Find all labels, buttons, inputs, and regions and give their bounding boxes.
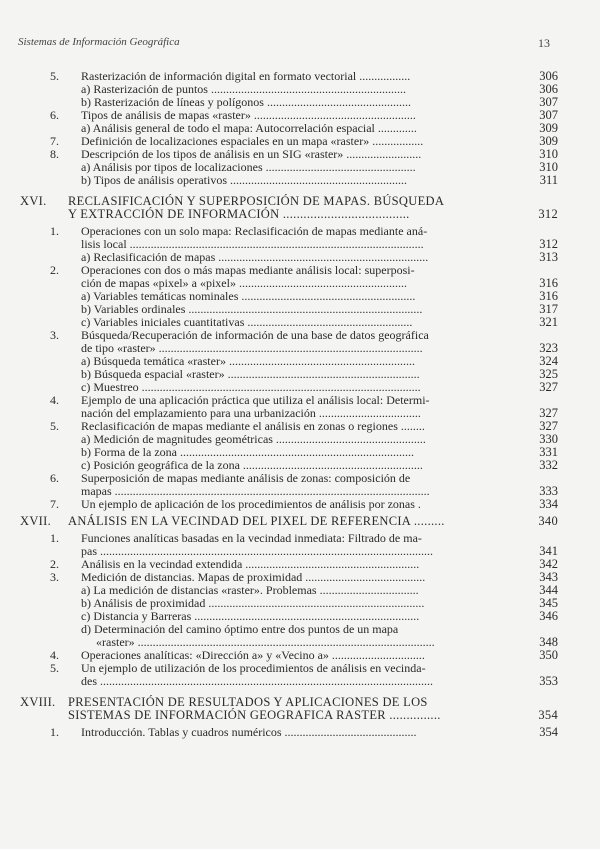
toc-entry-title: Rasterización de información digital en formato vectorial ................. [81, 69, 411, 83]
toc-entry-title: ción de mapas «pixel» a «pixel» ........................................................ [81, 276, 407, 290]
toc-subsection-line [0, 675, 600, 688]
toc-entry-title: Definición de localizaciones espaciales en un mapa «raster» ................. [81, 134, 424, 148]
toc-entry-title: Operaciones con dos o más mapas mediante análisis local: superposi- [81, 263, 415, 277]
toc-entry-page: 324 [539, 354, 558, 368]
toc-entry-title: de tipo «raster» ........................................................................................ [81, 341, 423, 355]
toc-entry-page: 345 [539, 596, 558, 610]
toc-entry-number: 2. [50, 557, 59, 571]
toc-entry-page: 316 [539, 276, 558, 290]
toc-entry-number: 7. [50, 134, 59, 148]
toc-entry-page: 333 [539, 484, 558, 498]
toc-section-line [0, 498, 600, 511]
toc-entry-title: a) Medición de magnitudes geométricas .................................................. [81, 432, 426, 446]
toc-entry-title: Y EXTRACCIÓN DE INFORMACIÓN ..................................... [68, 207, 410, 221]
running-header [18, 36, 550, 48]
toc-entry-page: 325 [539, 367, 558, 381]
toc-entry-title: «raster» ................................................................................................... [96, 635, 435, 649]
toc-entry-page: 327 [539, 406, 558, 420]
toc-entry-title: Ejemplo de una aplicación práctica que utiliza el análisis local: Determi- [81, 393, 430, 407]
toc-entry-title: Un ejemplo de utilización de los procedimientos de análisis en vecinda- [81, 661, 426, 675]
toc-subsection-line [0, 174, 600, 187]
toc-entry-number: 5. [50, 69, 59, 83]
toc-entry-title: b) Forma de la zona .............................................................................. [81, 445, 414, 459]
toc-entry-page: 354 [539, 725, 558, 739]
toc-entry-page: 327 [539, 419, 558, 433]
toc-entry-page: 312 [539, 237, 558, 251]
toc-entry-title: Funciones analíticas basadas en la vecindad inmediata: Filtrado de ma- [81, 531, 422, 545]
toc-entry-title: Operaciones analíticas: «Dirección a» y «Vecino a» ............................... [81, 648, 425, 662]
toc-entry-page: 348 [539, 635, 558, 649]
toc-entry-number: 1. [50, 531, 59, 545]
toc-entry-title: Superposición de mapas mediante análisis de zonas: composición de [81, 471, 411, 485]
toc-entry-title: SISTEMAS DE INFORMACIÓN GEOGRAFICA RASTER ............... [68, 708, 441, 722]
toc-entry-title: c) Distancia y Barreras ........................................................................... [81, 609, 420, 623]
toc-entry-number: XVIII. [20, 695, 56, 709]
table-of-contents [0, 70, 600, 739]
toc-entry-page: 307 [539, 108, 558, 122]
toc-entry-page: 317 [539, 302, 558, 316]
toc-entry-title: a) Análisis por tipos de localizaciones .................................................. [81, 160, 416, 174]
toc-entry-number: 1. [50, 224, 59, 238]
toc-entry-title: a) Búsqueda temática «raster» .............................................................. [81, 354, 415, 368]
toc-entry-title: c) Muestreo ............................................................................................. [81, 380, 421, 394]
toc-entry-page: 353 [539, 674, 558, 688]
toc-entry-title: ANÁLISIS EN LA VECINDAD DEL PIXEL DE REFERENCIA ......... [68, 514, 445, 528]
toc-entry-page: 313 [539, 250, 558, 264]
toc-entry-page: 340 [538, 514, 558, 528]
toc-entry-title: Medición de distancias. Mapas de proximidad ........................................ [81, 570, 426, 584]
toc-entry-title: Análisis en la vecindad extendida .......................................................... [81, 557, 420, 571]
toc-entry-title: des ............................................................................................................... [81, 674, 433, 688]
toc-entry-number: 8. [50, 147, 59, 161]
toc-entry-title: c) Posición geográfica de la zona ............................................................ [81, 458, 423, 472]
toc-entry-page: 310 [539, 147, 558, 161]
toc-entry-title: RECLASIFICACIÓN Y SUPERPOSICIÓN DE MAPAS. BÚSQUEDA [68, 194, 445, 208]
toc-entry-page: 316 [539, 289, 558, 303]
toc-entry-page: 332 [539, 458, 558, 472]
toc-entry-page: 309 [539, 121, 558, 135]
toc-entry-page: 323 [539, 341, 558, 355]
toc-entry-title: a) Reclasificación de mapas ...................................................................... [81, 250, 429, 264]
toc-entry-number: 6. [50, 108, 59, 122]
toc-entry-page: 346 [539, 609, 558, 623]
toc-entry-title: b) Variables ordinales .............................................................................. [81, 302, 423, 316]
toc-entry-page: 327 [539, 380, 558, 394]
toc-entry-title: a) Variables temáticas nominales .......................................................... [81, 289, 416, 303]
toc-entry-page: 306 [539, 82, 558, 96]
toc-entry-page: 350 [539, 648, 558, 662]
toc-entry-page: 306 [539, 69, 558, 83]
toc-entry-page: 334 [539, 497, 558, 511]
toc-entry-number: XVI. [20, 194, 47, 208]
toc-entry-number: 5. [50, 661, 59, 675]
toc-entry-page: 344 [539, 583, 558, 597]
toc-entry-title: a) Análisis general de todo el mapa: Autocorrelación espacial ............. [81, 121, 417, 135]
toc-entry-title: a) Rasterización de puntos ................................................................. [81, 82, 406, 96]
toc-entry-number: 2. [50, 263, 59, 277]
toc-entry-title: Un ejemplo de aplicación de los procedimientos de análisis por zonas . [81, 497, 421, 511]
toc-chapter-line [0, 208, 600, 221]
toc-entry-title: Descripción de los tipos de análisis en un SIG «raster» ......................... [81, 147, 422, 161]
toc-entry-page: 354 [538, 708, 558, 722]
toc-entry-number: 4. [50, 393, 59, 407]
toc-section-line [0, 726, 600, 739]
toc-entry-number: 5. [50, 419, 59, 433]
toc-entry-number: 4. [50, 648, 59, 662]
toc-entry-page: 311 [539, 173, 558, 187]
toc-entry-page: 341 [539, 544, 558, 558]
toc-entry-title: Búsqueda/Recuperación de información de una base de datos geográfica [81, 328, 429, 342]
toc-entry-number: XVII. [20, 514, 52, 528]
toc-entry-number: 6. [50, 471, 59, 485]
toc-entry-title: Reclasificación de mapas mediante el análisis en zonas o regiones ........ [81, 419, 425, 433]
toc-entry-page: 307 [539, 95, 558, 109]
toc-entry-number: 3. [50, 570, 59, 584]
toc-entry-title: b) Rasterización de líneas y polígonos ................................................ [81, 95, 411, 109]
toc-entry-page: 310 [539, 160, 558, 174]
page-number: 13 [538, 36, 550, 50]
toc-entry-title: Introducción. Tablas y cuadros numéricos ............................................ [81, 725, 417, 739]
toc-entry-title: lisis local .................................................................................................. [81, 237, 424, 251]
toc-entry-page: 321 [539, 315, 558, 329]
toc-entry-title: nación del emplazamiento para una urbanización .................................. [81, 406, 421, 420]
toc-entry-page: 309 [539, 134, 558, 148]
toc-entry-page: 330 [539, 432, 558, 446]
toc-entry-title: c) Variables iniciales cuantitativas ....................................................... [81, 315, 413, 329]
toc-entry-page: 331 [539, 445, 558, 459]
toc-entry-number: 1. [50, 725, 59, 739]
toc-entry-title: b) Búsqueda espacial «raster» ................................................................ [81, 367, 420, 381]
toc-entry-page: 312 [538, 207, 558, 221]
toc-entry-page: 343 [539, 570, 558, 584]
toc-entry-title: pas ............................................................................................................... [81, 544, 433, 558]
toc-entry-title: PRESENTACIÓN DE RESULTADOS Y APLICACIONES DE LOS [68, 695, 428, 709]
toc-entry-page: 342 [539, 557, 558, 571]
toc-entry-number: 7. [50, 497, 59, 511]
toc-chapter-line [0, 709, 600, 722]
toc-entry-title: Tipos de análisis de mapas «raster» ...................................................... [81, 108, 416, 122]
toc-entry-title: Operaciones con un solo mapa: Reclasificación de mapas mediante aná- [81, 224, 428, 238]
toc-entry-title: b) Tipos de análisis operativos ........................................................... [81, 173, 407, 187]
toc-entry-title: mapas ......................................................................................................... [81, 484, 430, 498]
toc-entry-number: 3. [50, 328, 59, 342]
toc-entry-title: a) La medición de distancias «raster». Problemas ................................. [81, 583, 419, 597]
toc-entry-title: d) Determinación del camino óptimo entre dos puntos de un mapa [81, 622, 399, 636]
toc-chapter-line [0, 515, 600, 528]
book-title: Sistemas de Información Geográfica [18, 36, 180, 48]
toc-entry-title: b) Análisis de proximidad ........................................................................ [81, 596, 425, 610]
